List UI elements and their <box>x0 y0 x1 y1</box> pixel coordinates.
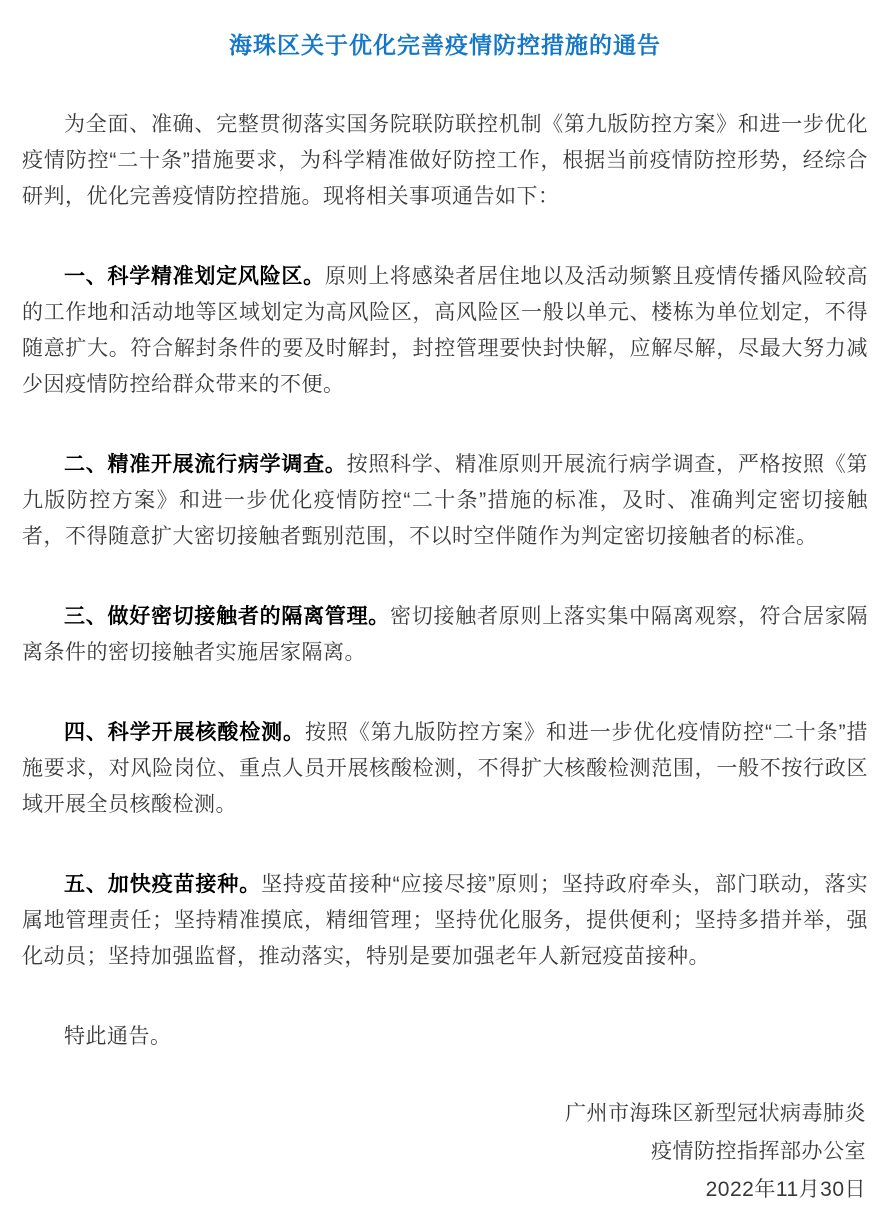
intro-text: 为全面、准确、完整贯彻落实国务院联防联控机制《第九版防控方案》和进一步优化疫情防控“二十条”措施要求，为科学精准做好防控工作，根据当前疫情防控形势，经综合研判，优化完善疫情防控措施。现将相关事项通告如下： <box>22 113 868 208</box>
signature-org-line-2: 疫情防控指挥部办公室 <box>651 1140 866 1163</box>
section-2-body: 按照科学、精准原则开展流行病学调查，严格按照《第九版防控方案》和进一步优化疫情防控“二十条”措施的标准，及时、准确判定密切接触者，不得随意扩大密切接触者甄别范围，不以时空伴随作为判定密切接触者的标准。 <box>22 453 869 548</box>
section-5-paragraph <box>22 867 868 975</box>
section-1-heading: 一、科学精准划定风险区。 <box>64 265 325 288</box>
section-4-body: 按照《第九版防控方案》和进一步优化疫情防控“二十条”措施要求，对风险岗位、重点人员开展核酸检测，不得扩大核酸检测范围，一般不按行政区域开展全员核酸检测。 <box>22 721 869 816</box>
section-2-paragraph <box>22 447 868 555</box>
section-3-heading: 三、做好密切接触者的隔离管理。 <box>64 605 391 628</box>
signature-org-line-1: 广州市海珠区新型冠状病毒肺炎 <box>565 1102 866 1125</box>
section-2-heading: 二、精准开展流行病学调查。 <box>64 453 347 476</box>
section-5-heading: 五、加快疫苗接种。 <box>64 873 262 896</box>
section-4-heading: 四、科学开展核酸检测。 <box>64 721 305 744</box>
page-title: 海珠区关于优化完善疫情防控措施的通告 <box>229 32 661 58</box>
signature-date: 2022年11月30日 <box>705 1178 866 1201</box>
section-3-body: 密切接触者原则上落实集中隔离观察，符合居家隔离条件的密切接触者实施居家隔离。 <box>22 605 869 664</box>
section-4-paragraph <box>22 715 868 823</box>
section-5-body: 坚持疫苗接种“应接尽接”原则；坚持政府牵头，部门联动，落实属地管理责任；坚持精准摸底，精细管理；坚持优化服务，提供便利；坚持多措并举，强化动员；坚持加强监督，推动落实，特别是要加强老年人新冠疫苗接种。 <box>22 873 869 968</box>
intro-paragraph <box>22 107 868 215</box>
section-3-paragraph <box>22 599 868 671</box>
closing-paragraph: 特此通告。 <box>64 1025 172 1048</box>
section-1-body: 原则上将感染者居住地以及活动频繁且疫情传播风险较高的工作地和活动地等区域划定为高风险区，高风险区一般以单元、楼栋为单位划定，不得随意扩大。符合解封条件的要及时解封，封控管理要快封快解，应解尽解，尽最大努力减少因疫情防控给群众带来的不便。 <box>22 265 869 396</box>
section-1-paragraph <box>22 259 868 403</box>
signature-block <box>22 1095 868 1209</box>
